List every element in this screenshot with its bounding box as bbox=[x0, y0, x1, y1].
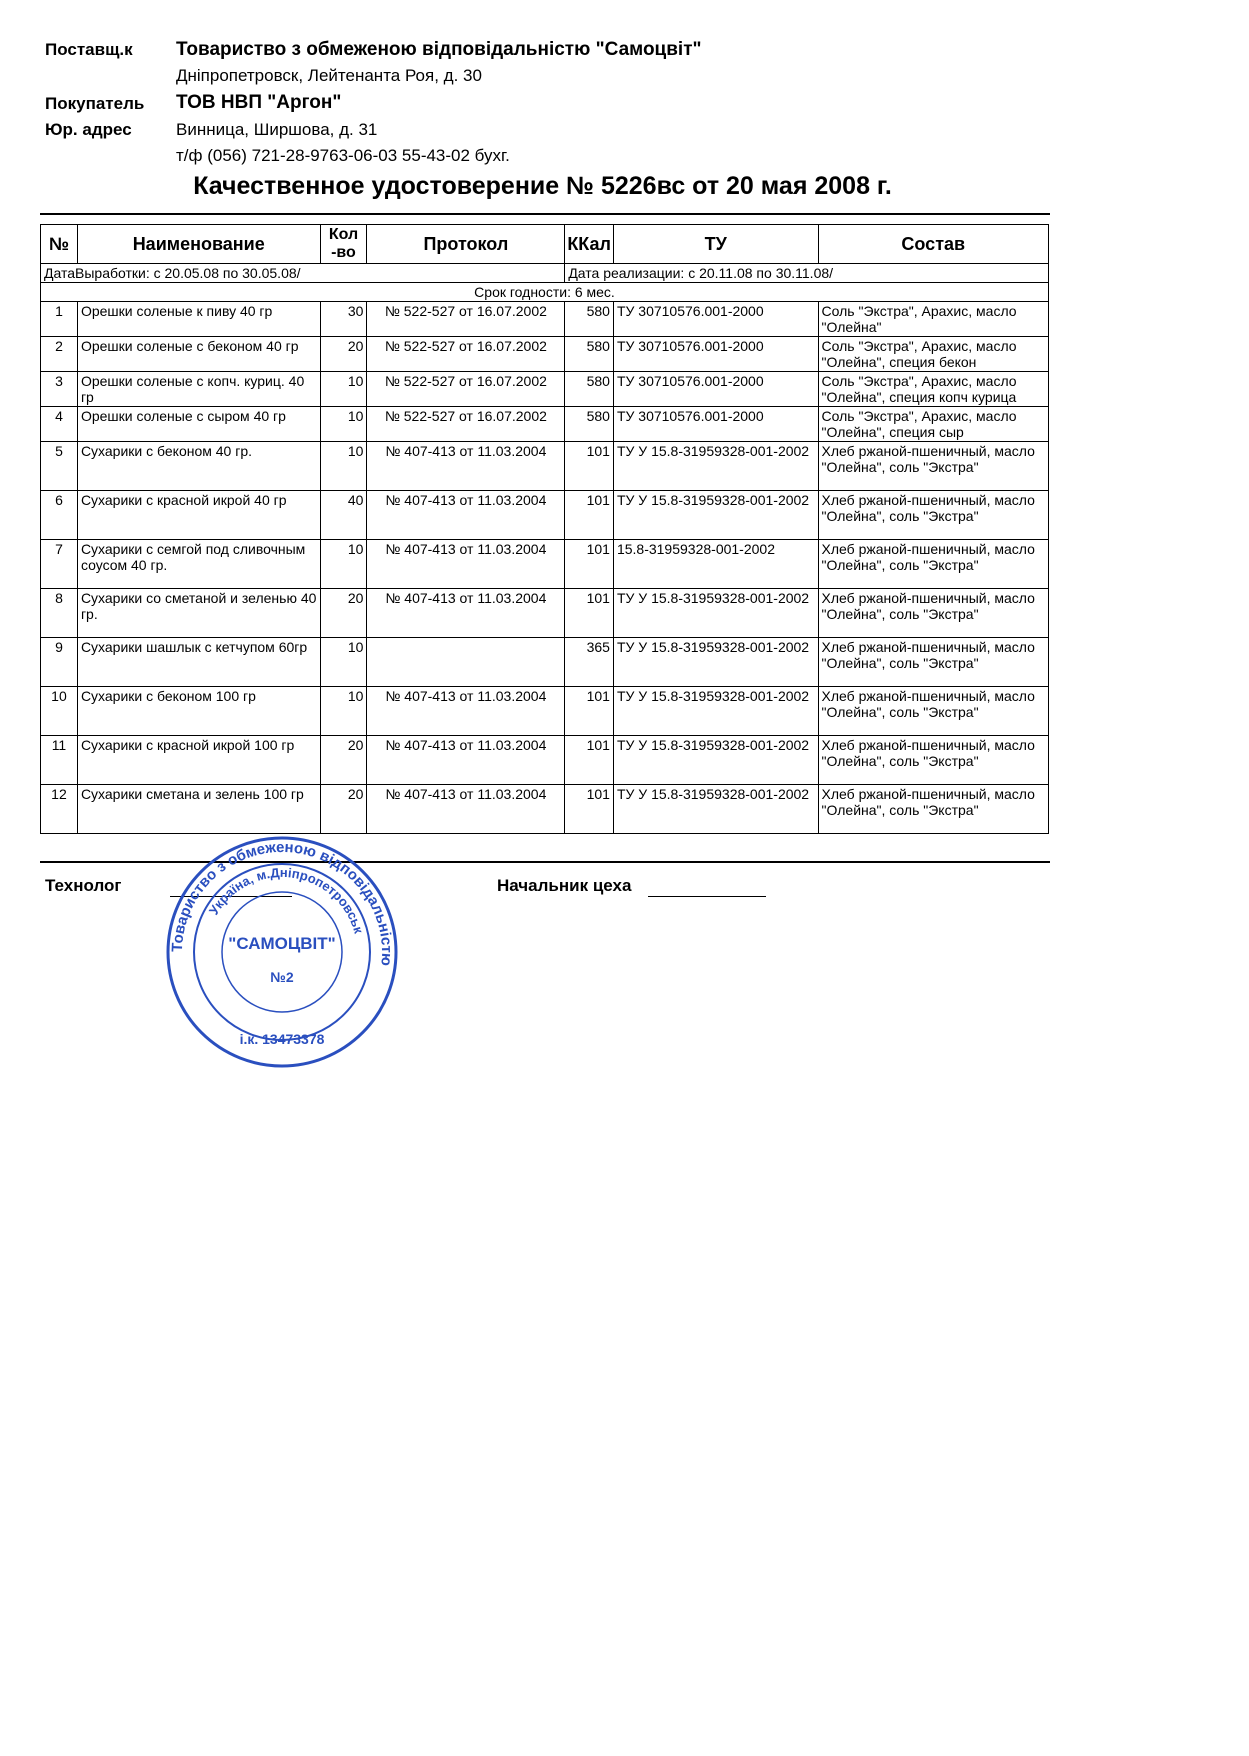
row-protocol: № 407-413 от 11.03.2004 bbox=[367, 589, 565, 638]
row-composition: Соль "Экстра", Арахис, масло "Олейна", специя копч курица bbox=[818, 372, 1048, 407]
col-header-kcal: ККал bbox=[565, 225, 614, 264]
stamp-ring-text: Товариство з обмеженою відповідальністю bbox=[168, 838, 396, 967]
supplier-name: Товариство з обмеженою відповідальністю "Самоцвіт" bbox=[176, 39, 702, 60]
table-row bbox=[41, 302, 1049, 337]
row-number: 11 bbox=[41, 736, 78, 785]
row-tu: ТУ У 15.8-31959328-001-2002 bbox=[613, 687, 818, 736]
row-name: Сухарики с семгой под сливочным соусом 40 гр. bbox=[77, 540, 320, 589]
top-rule bbox=[40, 213, 1050, 215]
row-kcal: 101 bbox=[565, 785, 614, 834]
row-number: 6 bbox=[41, 491, 78, 540]
row-name: Орешки соленые к пиву 40 гр bbox=[77, 302, 320, 337]
row-tu: ТУ У 15.8-31959328-001-2002 bbox=[613, 442, 818, 491]
row-protocol: № 522-527 от 16.07.2002 bbox=[367, 337, 565, 372]
row-name: Орешки соленые с беконом 40 гр bbox=[77, 337, 320, 372]
row-protocol: № 522-527 от 16.07.2002 bbox=[367, 407, 565, 442]
row-protocol: № 407-413 от 11.03.2004 bbox=[367, 491, 565, 540]
row-tu: ТУ 30710576.001-2000 bbox=[613, 337, 818, 372]
row-number: 3 bbox=[41, 372, 78, 407]
row-tu: ТУ 30710576.001-2000 bbox=[613, 302, 818, 337]
row-tu: ТУ У 15.8-31959328-001-2002 bbox=[613, 638, 818, 687]
row-composition: Хлеб ржаной-пшеничный, масло "Олейна", соль "Экстра" bbox=[818, 736, 1048, 785]
row-tu: ТУ 30710576.001-2000 bbox=[613, 407, 818, 442]
document-title: Качественное удостоверение № 5226вс от 20 мая 2008 г. bbox=[193, 172, 892, 200]
supplier-label: Поставщ.к bbox=[45, 40, 133, 59]
row-tu: ТУ У 15.8-31959328-001-2002 bbox=[613, 589, 818, 638]
production-date: ДатаВыработки: с 20.05.08 по 30.05.08/ bbox=[41, 264, 565, 283]
row-number: 12 bbox=[41, 785, 78, 834]
row-name: Орешки соленые с копч. куриц. 40 гр bbox=[77, 372, 320, 407]
dates-row bbox=[41, 264, 1049, 283]
row-qty: 20 bbox=[320, 337, 367, 372]
row-kcal: 101 bbox=[565, 442, 614, 491]
table-header-row bbox=[41, 225, 1049, 264]
row-number: 4 bbox=[41, 407, 78, 442]
row-qty: 10 bbox=[320, 372, 367, 407]
col-header-composition: Состав bbox=[818, 225, 1048, 264]
row-name: Сухарики с красной икрой 100 гр bbox=[77, 736, 320, 785]
row-kcal: 580 bbox=[565, 407, 614, 442]
row-composition: Соль "Экстра", Арахис, масло "Олейна", специя сыр bbox=[818, 407, 1048, 442]
row-kcal: 365 bbox=[565, 638, 614, 687]
row-qty: 40 bbox=[320, 491, 367, 540]
row-qty: 30 bbox=[320, 302, 367, 337]
certificate-table bbox=[40, 224, 1049, 834]
table-row bbox=[41, 736, 1049, 785]
row-protocol bbox=[367, 638, 565, 687]
col-header-name: Наименование bbox=[77, 225, 320, 264]
col-header-qty: Кол -во bbox=[320, 225, 367, 264]
row-number: 10 bbox=[41, 687, 78, 736]
col-header-tu: ТУ bbox=[613, 225, 818, 264]
row-composition: Хлеб ржаной-пшеничный, масло "Олейна", соль "Экстра" bbox=[818, 491, 1048, 540]
table-row bbox=[41, 687, 1049, 736]
row-composition: Хлеб ржаной-пшеничный, масло "Олейна", соль "Экстра" bbox=[818, 442, 1048, 491]
row-qty: 10 bbox=[320, 442, 367, 491]
row-protocol: № 522-527 от 16.07.2002 bbox=[367, 372, 565, 407]
shelf-life-row bbox=[41, 283, 1049, 302]
table-row bbox=[41, 638, 1049, 687]
row-number: 1 bbox=[41, 302, 78, 337]
table-row bbox=[41, 540, 1049, 589]
row-protocol: № 407-413 от 11.03.2004 bbox=[367, 687, 565, 736]
row-protocol: № 407-413 от 11.03.2004 bbox=[367, 540, 565, 589]
row-qty: 20 bbox=[320, 589, 367, 638]
row-name: Сухарики сметана и зелень 100 гр bbox=[77, 785, 320, 834]
buyer-name: ТОВ НВП "Аргон" bbox=[176, 92, 342, 113]
col-header-protocol: Протокол bbox=[367, 225, 565, 264]
row-composition: Соль "Экстра", Арахис, масло "Олейна" bbox=[818, 302, 1048, 337]
shop-head-label: Начальник цеха bbox=[497, 876, 632, 895]
stamp-company: "САМОЦВІТ" bbox=[228, 934, 336, 953]
row-number: 5 bbox=[41, 442, 78, 491]
table-row bbox=[41, 785, 1049, 834]
row-qty: 10 bbox=[320, 638, 367, 687]
row-kcal: 580 bbox=[565, 302, 614, 337]
row-qty: 20 bbox=[320, 785, 367, 834]
stamp-code: і.к. 13473378 bbox=[239, 1031, 325, 1047]
row-qty: 10 bbox=[320, 540, 367, 589]
row-tu: ТУ У 15.8-31959328-001-2002 bbox=[613, 736, 818, 785]
col-header-number: № bbox=[41, 225, 78, 264]
row-kcal: 101 bbox=[565, 687, 614, 736]
company-stamp bbox=[162, 832, 402, 1072]
shelf-life: Срок годности: 6 мес. bbox=[41, 283, 1049, 302]
row-composition: Соль "Экстра", Арахис, масло "Олейна", специя бекон bbox=[818, 337, 1048, 372]
supplier-address: Дніпропетровск, Лейтенанта Роя, д. 30 bbox=[176, 66, 482, 85]
technologist-label: Технолог bbox=[45, 876, 122, 895]
row-kcal: 101 bbox=[565, 540, 614, 589]
row-kcal: 580 bbox=[565, 337, 614, 372]
row-number: 8 bbox=[41, 589, 78, 638]
row-composition: Хлеб ржаной-пшеничный, масло "Олейна", соль "Экстра" bbox=[818, 687, 1048, 736]
row-kcal: 580 bbox=[565, 372, 614, 407]
table-row bbox=[41, 491, 1049, 540]
row-number: 2 bbox=[41, 337, 78, 372]
row-protocol: № 407-413 от 11.03.2004 bbox=[367, 442, 565, 491]
row-kcal: 101 bbox=[565, 736, 614, 785]
row-name: Сухарики с беконом 40 гр. bbox=[77, 442, 320, 491]
sale-date: Дата реализации: с 20.11.08 по 30.11.08/ bbox=[565, 264, 1049, 283]
row-composition: Хлеб ржаной-пшеничный, масло "Олейна", соль "Экстра" bbox=[818, 540, 1048, 589]
table-row bbox=[41, 372, 1049, 407]
legal-address-label: Юр. адрес bbox=[45, 120, 132, 139]
row-qty: 20 bbox=[320, 736, 367, 785]
row-name: Орешки соленые с сыром 40 гр bbox=[77, 407, 320, 442]
row-name: Сухарики с беконом 100 гр bbox=[77, 687, 320, 736]
table-row bbox=[41, 407, 1049, 442]
row-qty: 10 bbox=[320, 687, 367, 736]
row-composition: Хлеб ржаной-пшеничный, масло "Олейна", соль "Экстра" bbox=[818, 589, 1048, 638]
stamp-city-text: Україна, м.Дніпропетровськ bbox=[205, 864, 367, 936]
shop-head-signature-line bbox=[648, 896, 766, 897]
table-row bbox=[41, 589, 1049, 638]
buyer-label: Покупатель bbox=[45, 94, 145, 113]
row-name: Сухарики со сметаной и зеленью 40 гр. bbox=[77, 589, 320, 638]
stamp-number: №2 bbox=[270, 969, 294, 985]
table-row bbox=[41, 337, 1049, 372]
row-kcal: 101 bbox=[565, 491, 614, 540]
row-name: Сухарики шашлык с кетчупом 60гр bbox=[77, 638, 320, 687]
row-protocol: № 407-413 от 11.03.2004 bbox=[367, 736, 565, 785]
legal-address: Винница, Ширшова, д. 31 bbox=[176, 120, 378, 139]
row-composition: Хлеб ржаной-пшеничный, масло "Олейна", соль "Экстра" bbox=[818, 638, 1048, 687]
row-tu: ТУ У 15.8-31959328-001-2002 bbox=[613, 491, 818, 540]
row-tu: 15.8-31959328-001-2002 bbox=[613, 540, 818, 589]
row-kcal: 101 bbox=[565, 589, 614, 638]
row-number: 7 bbox=[41, 540, 78, 589]
row-qty: 10 bbox=[320, 407, 367, 442]
row-protocol: № 407-413 от 11.03.2004 bbox=[367, 785, 565, 834]
table-row bbox=[41, 442, 1049, 491]
row-composition: Хлеб ржаной-пшеничный, масло "Олейна", соль "Экстра" bbox=[818, 785, 1048, 834]
phone: т/ф (056) 721-28-9763-06-03 55-43-02 бухг. bbox=[176, 146, 510, 165]
row-tu: ТУ 30710576.001-2000 bbox=[613, 372, 818, 407]
row-number: 9 bbox=[41, 638, 78, 687]
row-name: Сухарики с красной икрой 40 гр bbox=[77, 491, 320, 540]
row-protocol: № 522-527 от 16.07.2002 bbox=[367, 302, 565, 337]
row-tu: ТУ У 15.8-31959328-001-2002 bbox=[613, 785, 818, 834]
